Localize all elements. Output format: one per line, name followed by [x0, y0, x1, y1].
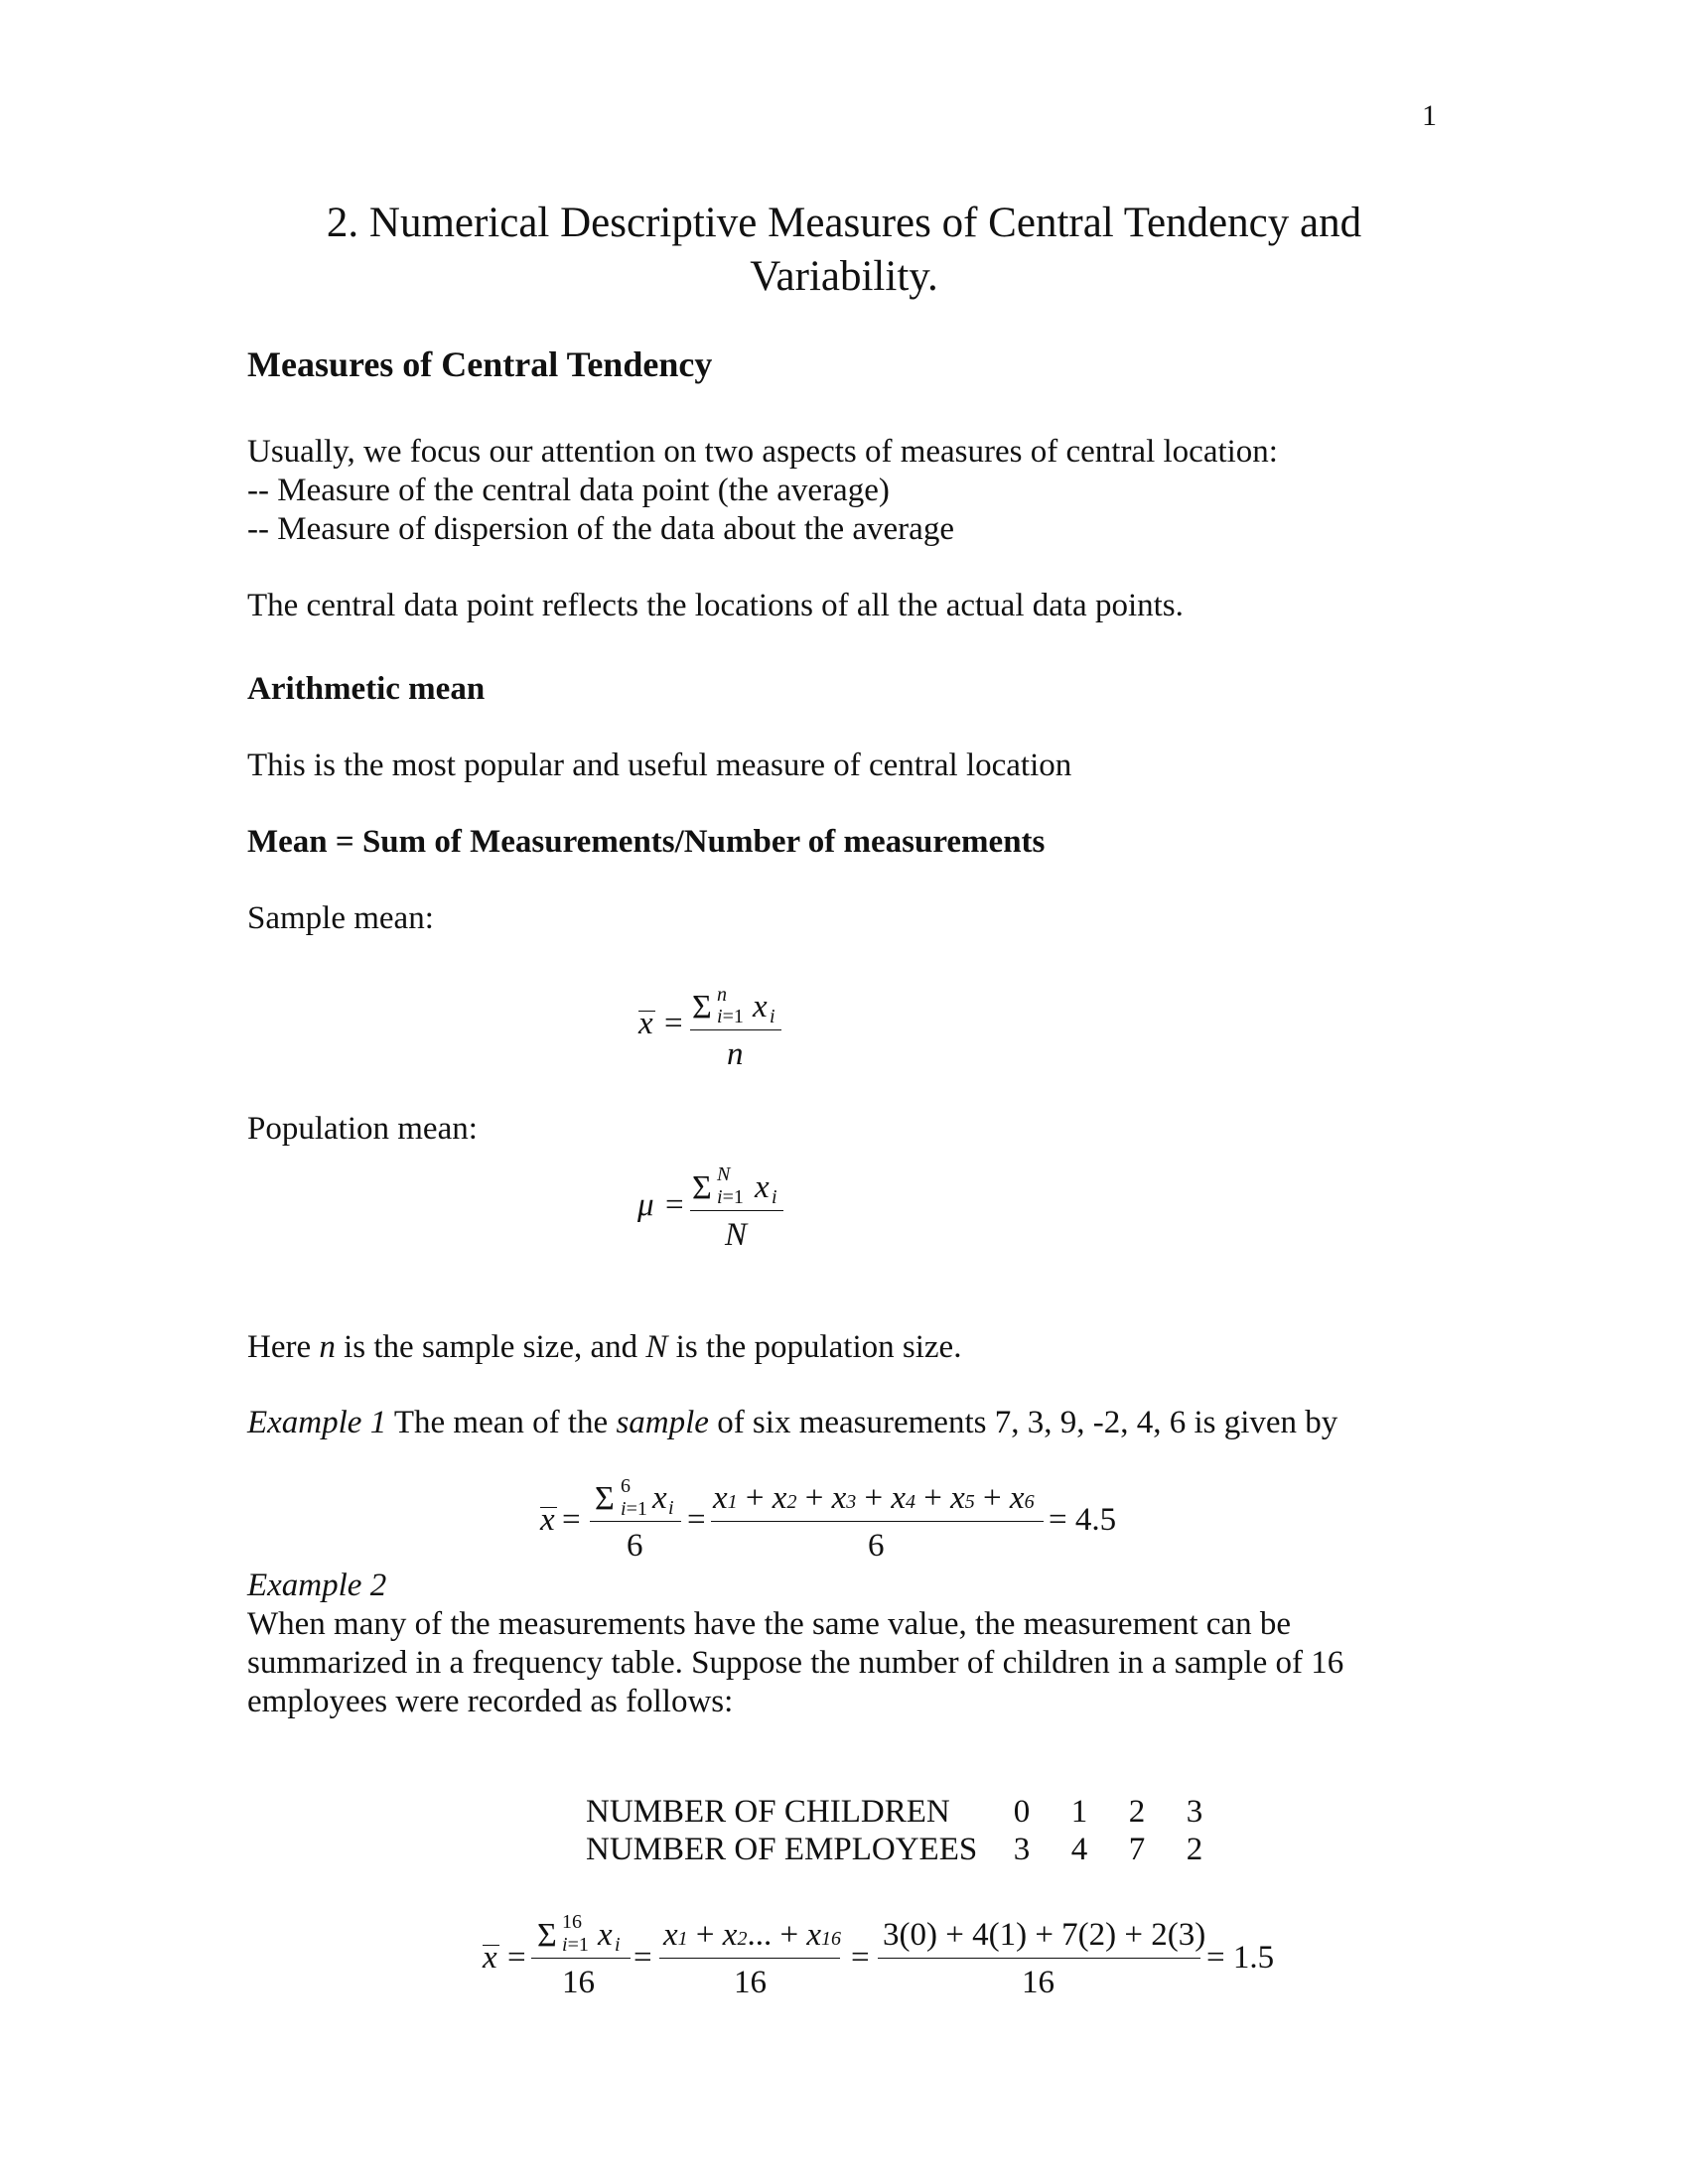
example-2-line-1: When many of the measurements have the same value, the measurement can be: [247, 1606, 1291, 1642]
example-2-expansion-numerator: 3(0) + 4(1) + 7(2) + 2(3): [883, 1917, 1206, 1953]
example-2-result: = 1.5: [1206, 1940, 1275, 1976]
table-cell: 3: [1013, 1832, 1031, 1867]
population-size-symbol: N: [645, 1329, 668, 1365]
example-1-denominator-a: 6: [627, 1528, 643, 1564]
intro-bullet-2: -- Measure of dispersion of the data about the average: [247, 511, 954, 547]
central-point-text: The central data point reflects the locations of all the actual data points.: [247, 588, 1184, 623]
example-1-label: Example 1: [247, 1405, 387, 1440]
frequency-table: [586, 1793, 1223, 1868]
sizes-text: [247, 1328, 961, 1367]
page-number: 1: [1422, 99, 1437, 132]
table-cell: 1: [1070, 1794, 1088, 1830]
sizes-text-part3: is the population size.: [667, 1329, 962, 1365]
example-2-line-2: summarized in a frequency table. Suppose the number of children in a sample of 16: [247, 1645, 1344, 1681]
population-mean-label: Population mean:: [247, 1111, 478, 1147]
table-cell: 2: [1186, 1832, 1203, 1867]
table-cell: 0: [1013, 1794, 1031, 1830]
example-2-line-3: employees were recorded as follows:: [247, 1684, 734, 1719]
example-2-denominator-b: 16: [734, 1965, 767, 2000]
arithmetic-mean-heading: Arithmetic mean: [247, 671, 486, 707]
title-line-2: Variability.: [750, 253, 938, 300]
intro-bullet-1: -- Measure of the central data point (the average): [247, 473, 890, 508]
example-2-denominator-c: 16: [1022, 1965, 1055, 2000]
sample-mean-label: Sample mean:: [247, 900, 434, 936]
example-2-label: Example 2: [247, 1568, 387, 1603]
example-2-denominator-a: 16: [562, 1965, 595, 2000]
table-row: [586, 1793, 1223, 1831]
sample-size-symbol: n: [319, 1329, 336, 1365]
table-cell: 2: [1128, 1794, 1146, 1830]
table-cell: 7: [1128, 1832, 1146, 1867]
example-1-text: [247, 1404, 1337, 1442]
intro-line: Usually, we focus our attention on two aspects of measures of central location:: [247, 434, 1278, 470]
example-1-part2: of six measurements 7, 3, 9, -2, 4, 6 is given by: [708, 1405, 1338, 1440]
table-cell: 4: [1070, 1832, 1088, 1867]
table-row: [586, 1831, 1223, 1868]
title-line-1: 2. Numerical Descriptive Measures of Central Tendency and: [326, 200, 1362, 246]
example-1-part1: The mean of the: [386, 1405, 617, 1440]
example-1-denominator-b: 6: [868, 1528, 885, 1564]
section-heading: Measures of Central Tendency: [247, 344, 713, 384]
popular-text: This is the most popular and useful measure of central location: [247, 748, 1072, 783]
example-1-result: = 4.5: [1049, 1502, 1117, 1538]
sizes-text-part2: is the sample size, and: [335, 1329, 646, 1365]
page-title: [0, 197, 1688, 304]
table-row-label: NUMBER OF EMPLOYEES: [586, 1832, 978, 1867]
sizes-text-part1: Here: [247, 1329, 320, 1365]
table-cell: 3: [1186, 1794, 1203, 1830]
mean-definition: Mean = Sum of Measurements/Number of measurements: [247, 824, 1046, 860]
table-row-label: NUMBER OF CHILDREN: [586, 1794, 950, 1830]
example-1-sample-word: sample: [616, 1405, 709, 1440]
